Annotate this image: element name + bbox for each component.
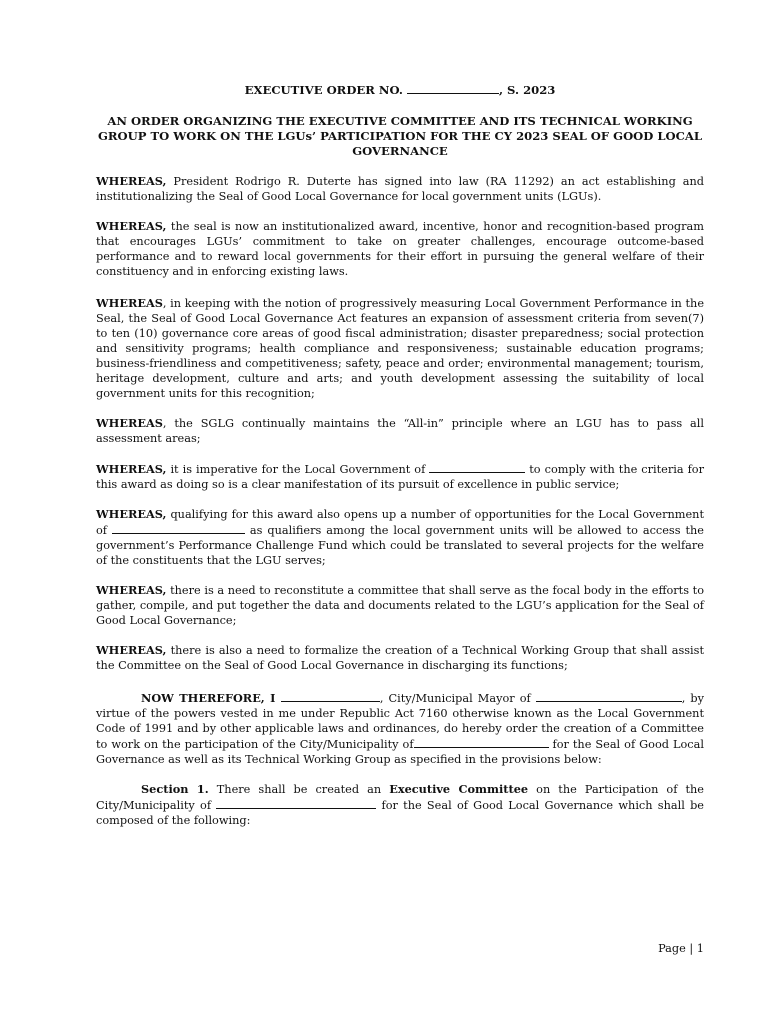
whereas-label: WHEREAS, xyxy=(96,219,167,233)
paragraph-text: to comply with the criteria for this award as doing so is a clear manifestation of its pursuit of excellence in public service; xyxy=(96,463,704,491)
section-label: Section 1. xyxy=(141,782,209,796)
whereas-label: WHEREAS xyxy=(96,416,163,430)
now-therefore-label: NOW THEREFORE, I xyxy=(141,691,281,705)
paragraph-text: , the SGLG continually maintains the “All-in” principle where an LGU has to pass all assessment areas; xyxy=(96,417,704,445)
city-name-blank xyxy=(536,690,682,702)
whereas-paragraph-7 xyxy=(96,583,704,628)
title-suffix: , S. 2023 xyxy=(498,83,556,97)
paragraph-text: President Rodrigo R. Duterte has signed into law (RA 11292) an act establishing and institutionalizing the Seal of Good Local Governance for local government units (LGUs). xyxy=(96,175,704,203)
city-name-blank xyxy=(414,736,549,748)
lgu-name-blank xyxy=(112,522,245,534)
whereas-label: WHEREAS, xyxy=(96,643,167,657)
section-1-paragraph xyxy=(96,782,704,828)
paragraph-text: for the Seal of Good Local Governance as well as its Technical Working Group as specified in the provisions below: xyxy=(96,738,704,766)
whereas-paragraph-3 xyxy=(96,296,704,401)
whereas-paragraph-2 xyxy=(96,219,704,279)
paragraph-text: there is a need to reconstitute a committee that shall serve as the focal body in the efforts to gather, compile, and put together the data and documents related to the LGU’s application for the Seal of Good Local Governance; xyxy=(96,584,704,627)
whereas-paragraph-6 xyxy=(96,507,704,568)
whereas-paragraph-1 xyxy=(96,174,704,204)
paragraph-text: There shall be created an xyxy=(208,783,390,796)
whereas-paragraph-5 xyxy=(96,461,704,492)
title-prefix: EXECUTIVE ORDER NO. xyxy=(244,83,407,97)
paragraph-text: on the Participation of the City/Municipality of xyxy=(96,783,704,812)
order-number-blank xyxy=(407,82,499,94)
whereas-label: WHEREAS, xyxy=(96,583,167,597)
paragraph-text: it is imperative for the Local Government of xyxy=(166,463,430,476)
paragraph-text: , by virtue of the powers vested in me under Republic Act 7160 otherwise known as the Local Government Code of 1991 and by other applicable laws and ordinances, do hereby order the creation of a Committee to work on the participation of the City/Municipality of xyxy=(96,692,705,751)
page-number: Page | 1 xyxy=(658,942,704,955)
paragraph-text: there is also a need to formalize the creation of a Technical Working Group that shall assist the Committee on the Seal of Good Local Governance in discharging its functions; xyxy=(96,644,704,672)
whereas-paragraph-8 xyxy=(96,643,704,673)
whereas-label: WHEREAS, xyxy=(96,507,167,521)
whereas-label: WHEREAS, xyxy=(96,462,167,476)
paragraph-text: , in keeping with the notion of progressively measuring Local Government Performance in the Seal, the Seal of Good Local Governance Act features an expansion of assessment criteria from seven(7) to ten (10) governance core areas of good fiscal administration; disaster preparedness; social protection and sensitivity programs; health compliance and responsiveness; sustainable education programs; business-friendliness and competitiveness; safety, peace and order; environmental management; tourism, heritage development, culture and arts; and youth development assessing the suitability of local government units for this recognition; xyxy=(96,297,704,400)
document-title xyxy=(96,82,704,98)
whereas-paragraph-4 xyxy=(96,416,704,446)
paragraph-text: qualifying for this award also opens up a number of opportunities for the Local Government of xyxy=(96,508,704,537)
paragraph-text: as qualifiers among the local government units will be allowed to access the government’s Performance Challenge Fund which could be translated to several projects for the welfare of the constituents that the LGU serves; xyxy=(96,524,704,567)
paragraph-text: the seal is now an institutionalized award, incentive, honor and recognition-based program that encourages LGUs’ commitment to take on greater challenges, encourage outcome-based performance and to reward local governments for their effort in pursuing the general welfare of their constituency and in enforcing existing laws. xyxy=(96,220,704,278)
document-page xyxy=(96,82,704,843)
executive-committee-term: Executive Committee xyxy=(389,782,529,796)
paragraph-text: , City/Municipal Mayor of xyxy=(379,692,536,705)
mayor-name-blank xyxy=(281,690,380,702)
document-subtitle: AN ORDER ORGANIZING THE EXECUTIVE COMMITTEE AND ITS TECHNICAL WORKING GROUP TO WORK ON THE LGUs’ PARTICIPATION FOR THE CY 2023 SEAL OF GOOD LOCAL GOVERNANCE xyxy=(98,114,702,158)
now-therefore-paragraph xyxy=(96,690,704,767)
city-name-blank xyxy=(216,797,376,809)
whereas-label: WHEREAS xyxy=(96,296,163,310)
lgu-name-blank xyxy=(429,461,525,473)
whereas-label: WHEREAS, xyxy=(96,174,167,188)
paragraph-text: for the Seal of Good Local Governance which shall be composed of the following: xyxy=(96,799,704,827)
